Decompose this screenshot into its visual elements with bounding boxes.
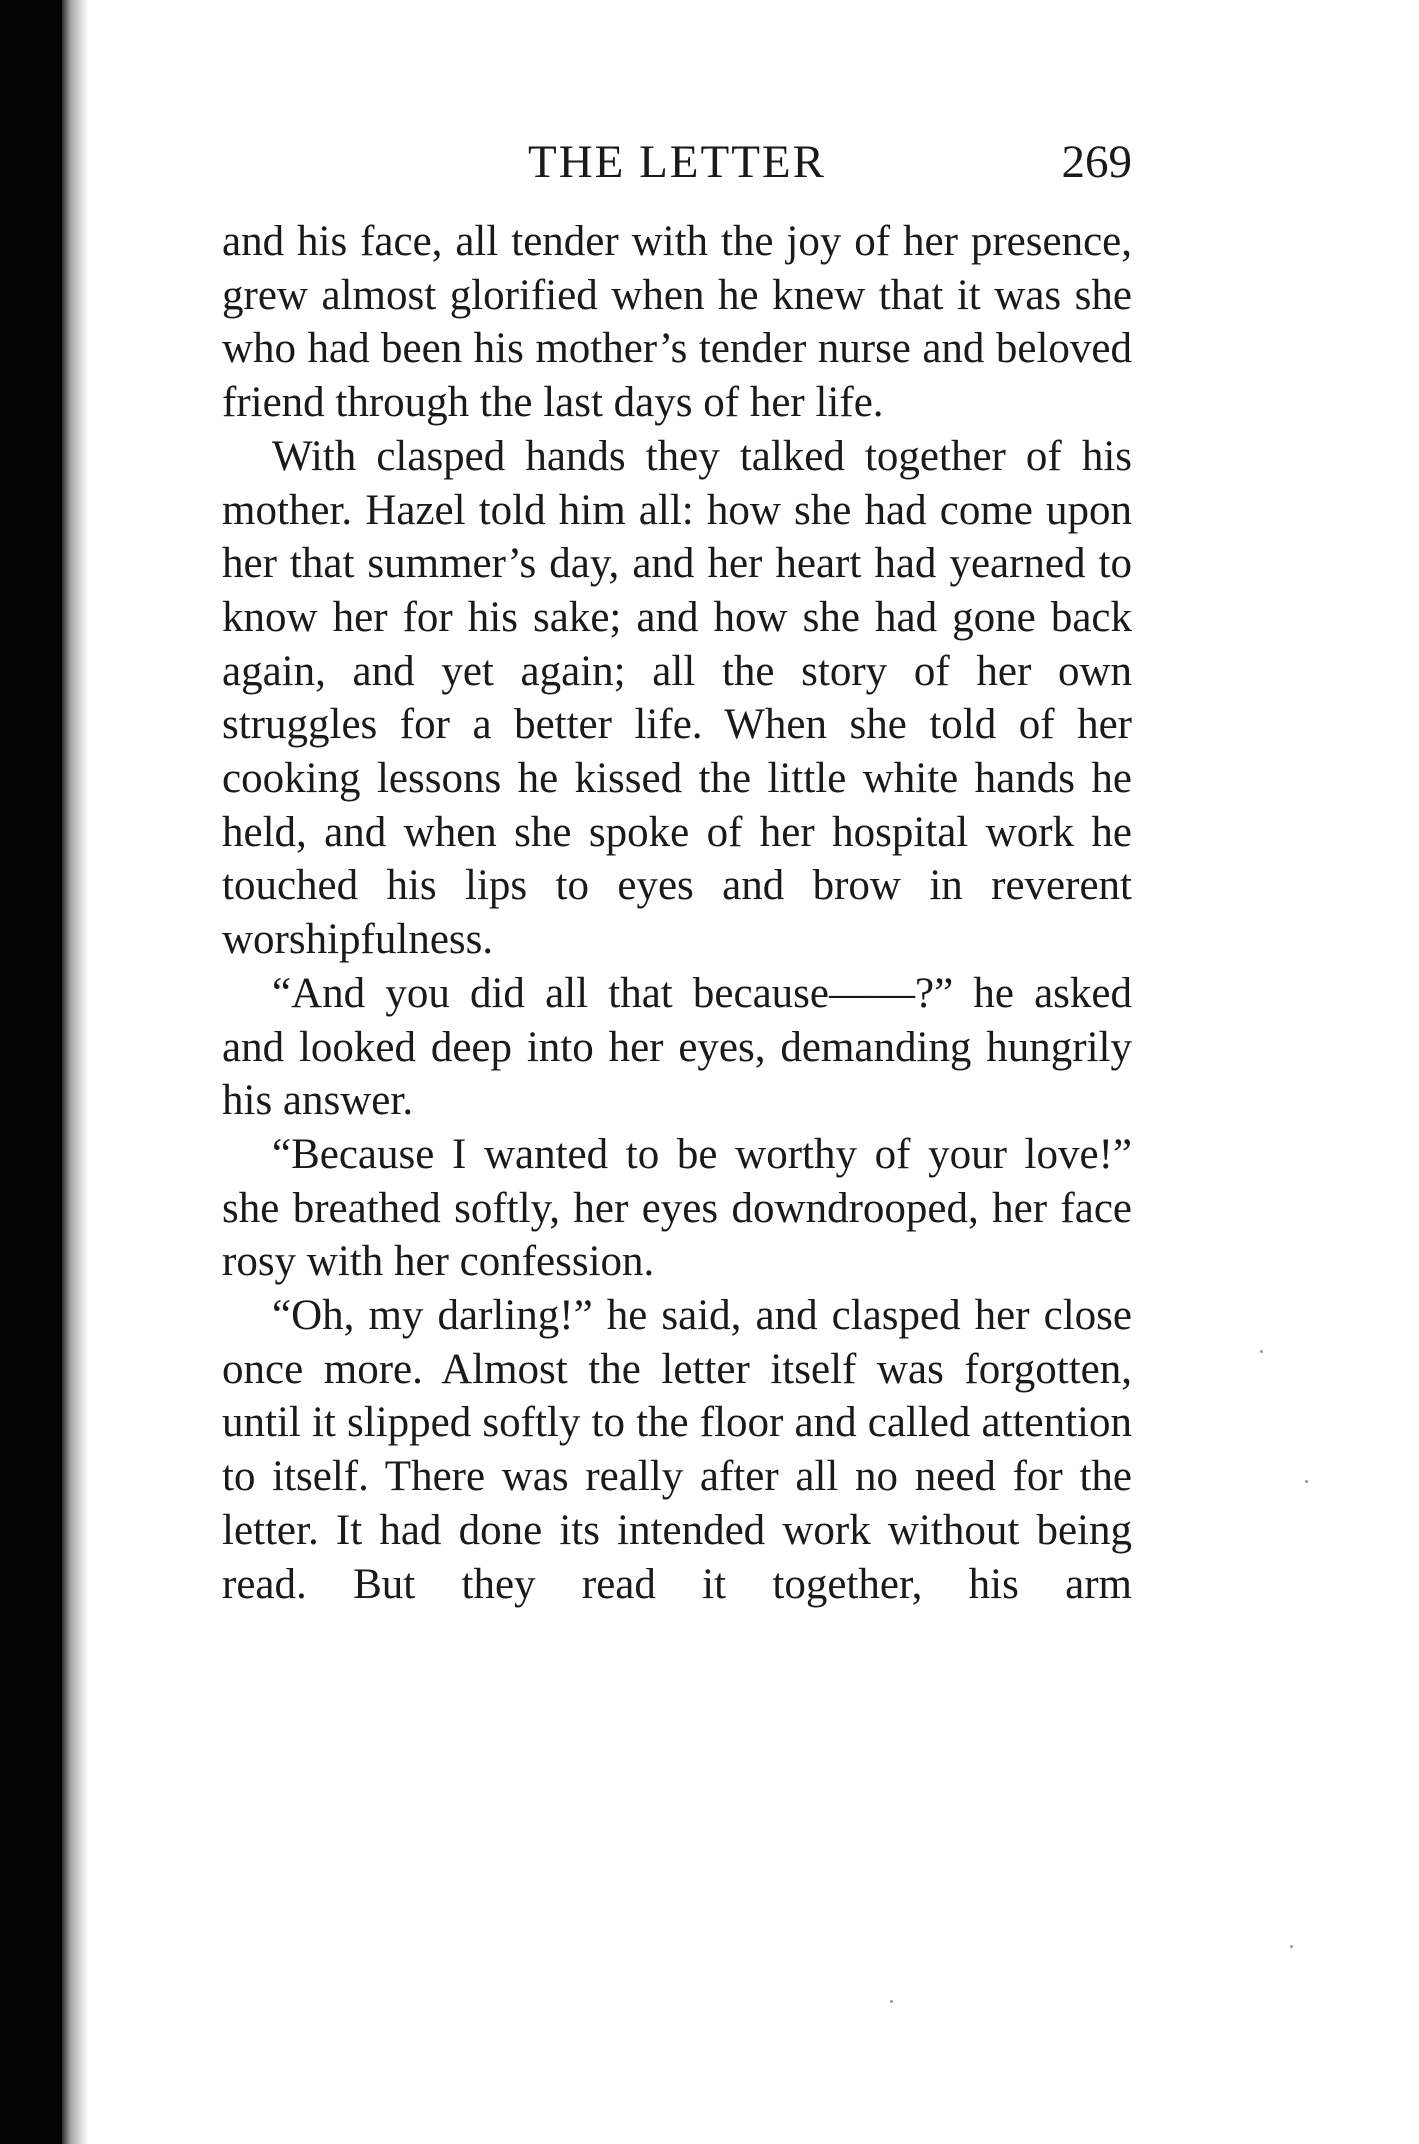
paragraph-2: With clasped hands they talked together of his mother. Hazel told him all: how she had come upon her that summer’s day, and her heart had yearned to know her for his sake; and how she had gone back again, and yet again; all the story of her own struggles for a better life. When she told of her cooking lessons he kissed the little white hands he held, and when she spoke of her hospital work he touched his lips to eyes and brow in reverent worshipfulness. [222,432,1132,964]
paper-speck [1260,1350,1263,1353]
page-header [222,132,1132,192]
running-title: THE LETTER [527,136,826,188]
binding-shadow [62,0,88,2144]
body-text [222,215,1132,1611]
paper-speck [890,2000,893,2003]
page-number: 269 [1061,136,1132,188]
paragraph-5: “Oh, my darling!” he said, and clasped her close once more. Almost the letter itself was forgotten, until it slipped softly to the floor and called attention to itself. There was really after all no need for the letter. It had done its intended work without being read. But they read it together, his arm [222,1292,1132,1608]
paper-speck [1290,1945,1293,1948]
paragraph-1: and his face, all tender with the joy of her presence, grew almost glorified when he knew that it was she who had been his mother’s tender nurse and beloved friend through the last days of her life. [222,218,1132,427]
paper-speck [1305,1480,1308,1483]
paragraph-3: “And you did all that because——?” he asked and looked deep into her eyes, demanding hungrily his answer. [222,969,1132,1125]
binding-edge [0,0,62,2144]
paragraph-4: “Because I wanted to be worthy of your love!” she breathed softly, her eyes downdrooped, her face rosy with her confession. [222,1130,1132,1286]
